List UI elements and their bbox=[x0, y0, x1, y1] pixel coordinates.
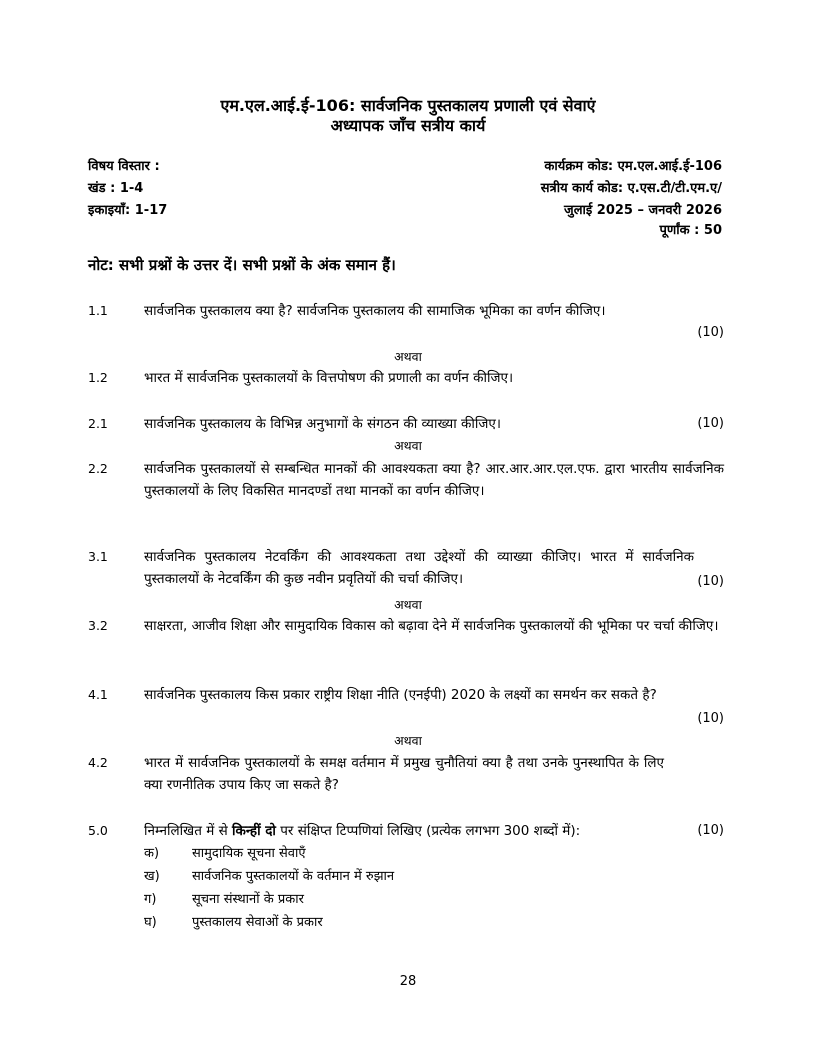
question-text-emphasis: किन्हीं दो bbox=[232, 823, 276, 839]
meta-block: खंड : 1-4 bbox=[88, 181, 144, 196]
meta-subject: विषय विस्तार : bbox=[88, 159, 160, 174]
question-text: सार्वजनिक पुस्तकालयों से सम्बन्धित मानकों की आवश्यकता क्या है? आर.आर.आर.एल.एफ. द्वारा भारतीय सार्वजनिक पुस्तकालयों के लिए विकसित मानदण्डों तथा मानकों का वर्णन कीजिए। bbox=[144, 461, 724, 499]
question-2-1 bbox=[88, 413, 724, 435]
subquestion-text: सार्वजनिक पुस्तकालयों के वर्तमान में रुझान bbox=[192, 869, 395, 884]
instructions-note: नोट: सभी प्रश्नों के उत्तर दें। सभी प्रश्नों के अंक समान हैं। bbox=[88, 256, 396, 274]
question-text: भारत में सार्वजनिक पुस्तकालयों के समक्ष वर्तमान में प्रमुख चुनौतियां क्या है तथा उनके पुनस्थापित के लिए क्या रणनीतिक उपाय किए जा सकते है? bbox=[144, 755, 664, 793]
question-number: 3.2 bbox=[88, 618, 108, 633]
subquestion-label: घ) bbox=[144, 915, 157, 930]
question-text: सार्वजनिक पुस्तकालय के विभिन्न अनुभागों के संगठन की व्याख्या कीजिए। bbox=[144, 416, 501, 432]
question-text-end: पर संक्षिप्त टिप्पणियां लिखिए (प्रत्येक लगभग 300 शब्दों में): bbox=[275, 823, 581, 839]
question-5 bbox=[88, 820, 724, 842]
question-number: 1.2 bbox=[88, 370, 108, 385]
subquestion-text: पुस्तकालय सेवाओं के प्रकार bbox=[192, 915, 323, 930]
question-2-2 bbox=[88, 458, 724, 502]
question-1-2 bbox=[88, 367, 724, 389]
subquestion-label: ग) bbox=[144, 892, 157, 907]
question-1-1 bbox=[88, 300, 724, 340]
question-4-2 bbox=[88, 752, 724, 796]
question-3-1 bbox=[88, 546, 724, 590]
question-text: सार्वजनिक पुस्तकालय क्या है? सार्वजनिक पुस्तकालय की सामाजिक भूमिका का वर्णन कीजिए। bbox=[144, 303, 606, 319]
question-text-start: निम्नलिखित में से bbox=[144, 823, 232, 839]
page-number: 28 bbox=[399, 974, 417, 989]
subquestion-label: क) bbox=[144, 846, 160, 861]
question-number: 1.1 bbox=[88, 303, 108, 318]
question-number: 2.2 bbox=[88, 461, 108, 476]
question-number: 3.1 bbox=[88, 549, 108, 564]
question-text: सार्वजनिक पुस्तकालय नेटवर्किंग की आवश्यकता तथा उद्देश्यों की व्याख्या कीजिए। भारत में सार्वजनिक पुस्तकालयों के नेटवर्किंग की कुछ नवीन प्रवृतियों की चर्चा कीजिए। bbox=[144, 549, 694, 587]
question-marks: (10) bbox=[697, 416, 724, 431]
question-marks: (10) bbox=[697, 823, 724, 838]
meta-units: इकाइयाँ: 1-17 bbox=[88, 203, 168, 218]
or-separator: अथवा bbox=[394, 438, 422, 453]
meta-programme-code: कार्यक्रम कोड: एम.एल.आई.ई-106 bbox=[544, 159, 722, 174]
or-separator: अथवा bbox=[394, 349, 422, 364]
meta-session: जुलाई 2025 – जनवरी 2026 bbox=[564, 203, 722, 218]
question-text: साक्षरता, आजीव शिक्षा और सामुदायिक विकास को बढ़ावा देने में सार्वजनिक पुस्तकालयों की भूमिका पर चर्चा कीजिए। bbox=[144, 618, 719, 634]
or-separator: अथवा bbox=[394, 597, 422, 612]
subquestion-label: ख) bbox=[144, 869, 160, 884]
subquestion-ga bbox=[144, 889, 304, 911]
or-separator: अथवा bbox=[394, 733, 422, 748]
question-text: भारत में सार्वजनिक पुस्तकालयों के वित्तपोषण की प्रणाली का वर्णन कीजिए। bbox=[144, 370, 514, 386]
document-title: एम.एल.आई.ई-106: सार्वजनिक पुस्तकालय प्रणाली एवं सेवाएं bbox=[220, 96, 596, 115]
subquestion-kha bbox=[144, 866, 394, 888]
subquestion-text: सूचना संस्थानों के प्रकार bbox=[192, 892, 304, 907]
question-number: 5.0 bbox=[88, 823, 108, 838]
question-4-1 bbox=[88, 684, 724, 726]
question-number: 2.1 bbox=[88, 416, 108, 431]
question-number: 4.2 bbox=[88, 755, 108, 770]
subquestion-text: सामुदायिक सूचना सेवाएँ bbox=[192, 846, 306, 861]
meta-assignment-code: सत्रीय कार्य कोड: ए.एस.टी/टी.एम.ए/ bbox=[540, 181, 722, 196]
question-number: 4.1 bbox=[88, 687, 108, 702]
meta-max-marks: पूर्णांक : 50 bbox=[659, 223, 722, 238]
question-marks: (10) bbox=[697, 325, 724, 340]
question-3-2 bbox=[88, 615, 724, 637]
question-marks: (10) bbox=[697, 711, 724, 726]
question-marks: (10) bbox=[697, 574, 724, 589]
question-text bbox=[144, 820, 684, 842]
question-text: सार्वजनिक पुस्तकालय किस प्रकार राष्ट्रीय शिक्षा नीति (एनईपी) 2020 के लक्ष्यों का समर्थन कर सकते है? bbox=[144, 687, 657, 703]
subquestion-ka bbox=[144, 843, 306, 865]
document-subtitle: अध्यापक जाँच सत्रीय कार्य bbox=[330, 116, 486, 135]
subquestion-gha bbox=[144, 912, 323, 934]
